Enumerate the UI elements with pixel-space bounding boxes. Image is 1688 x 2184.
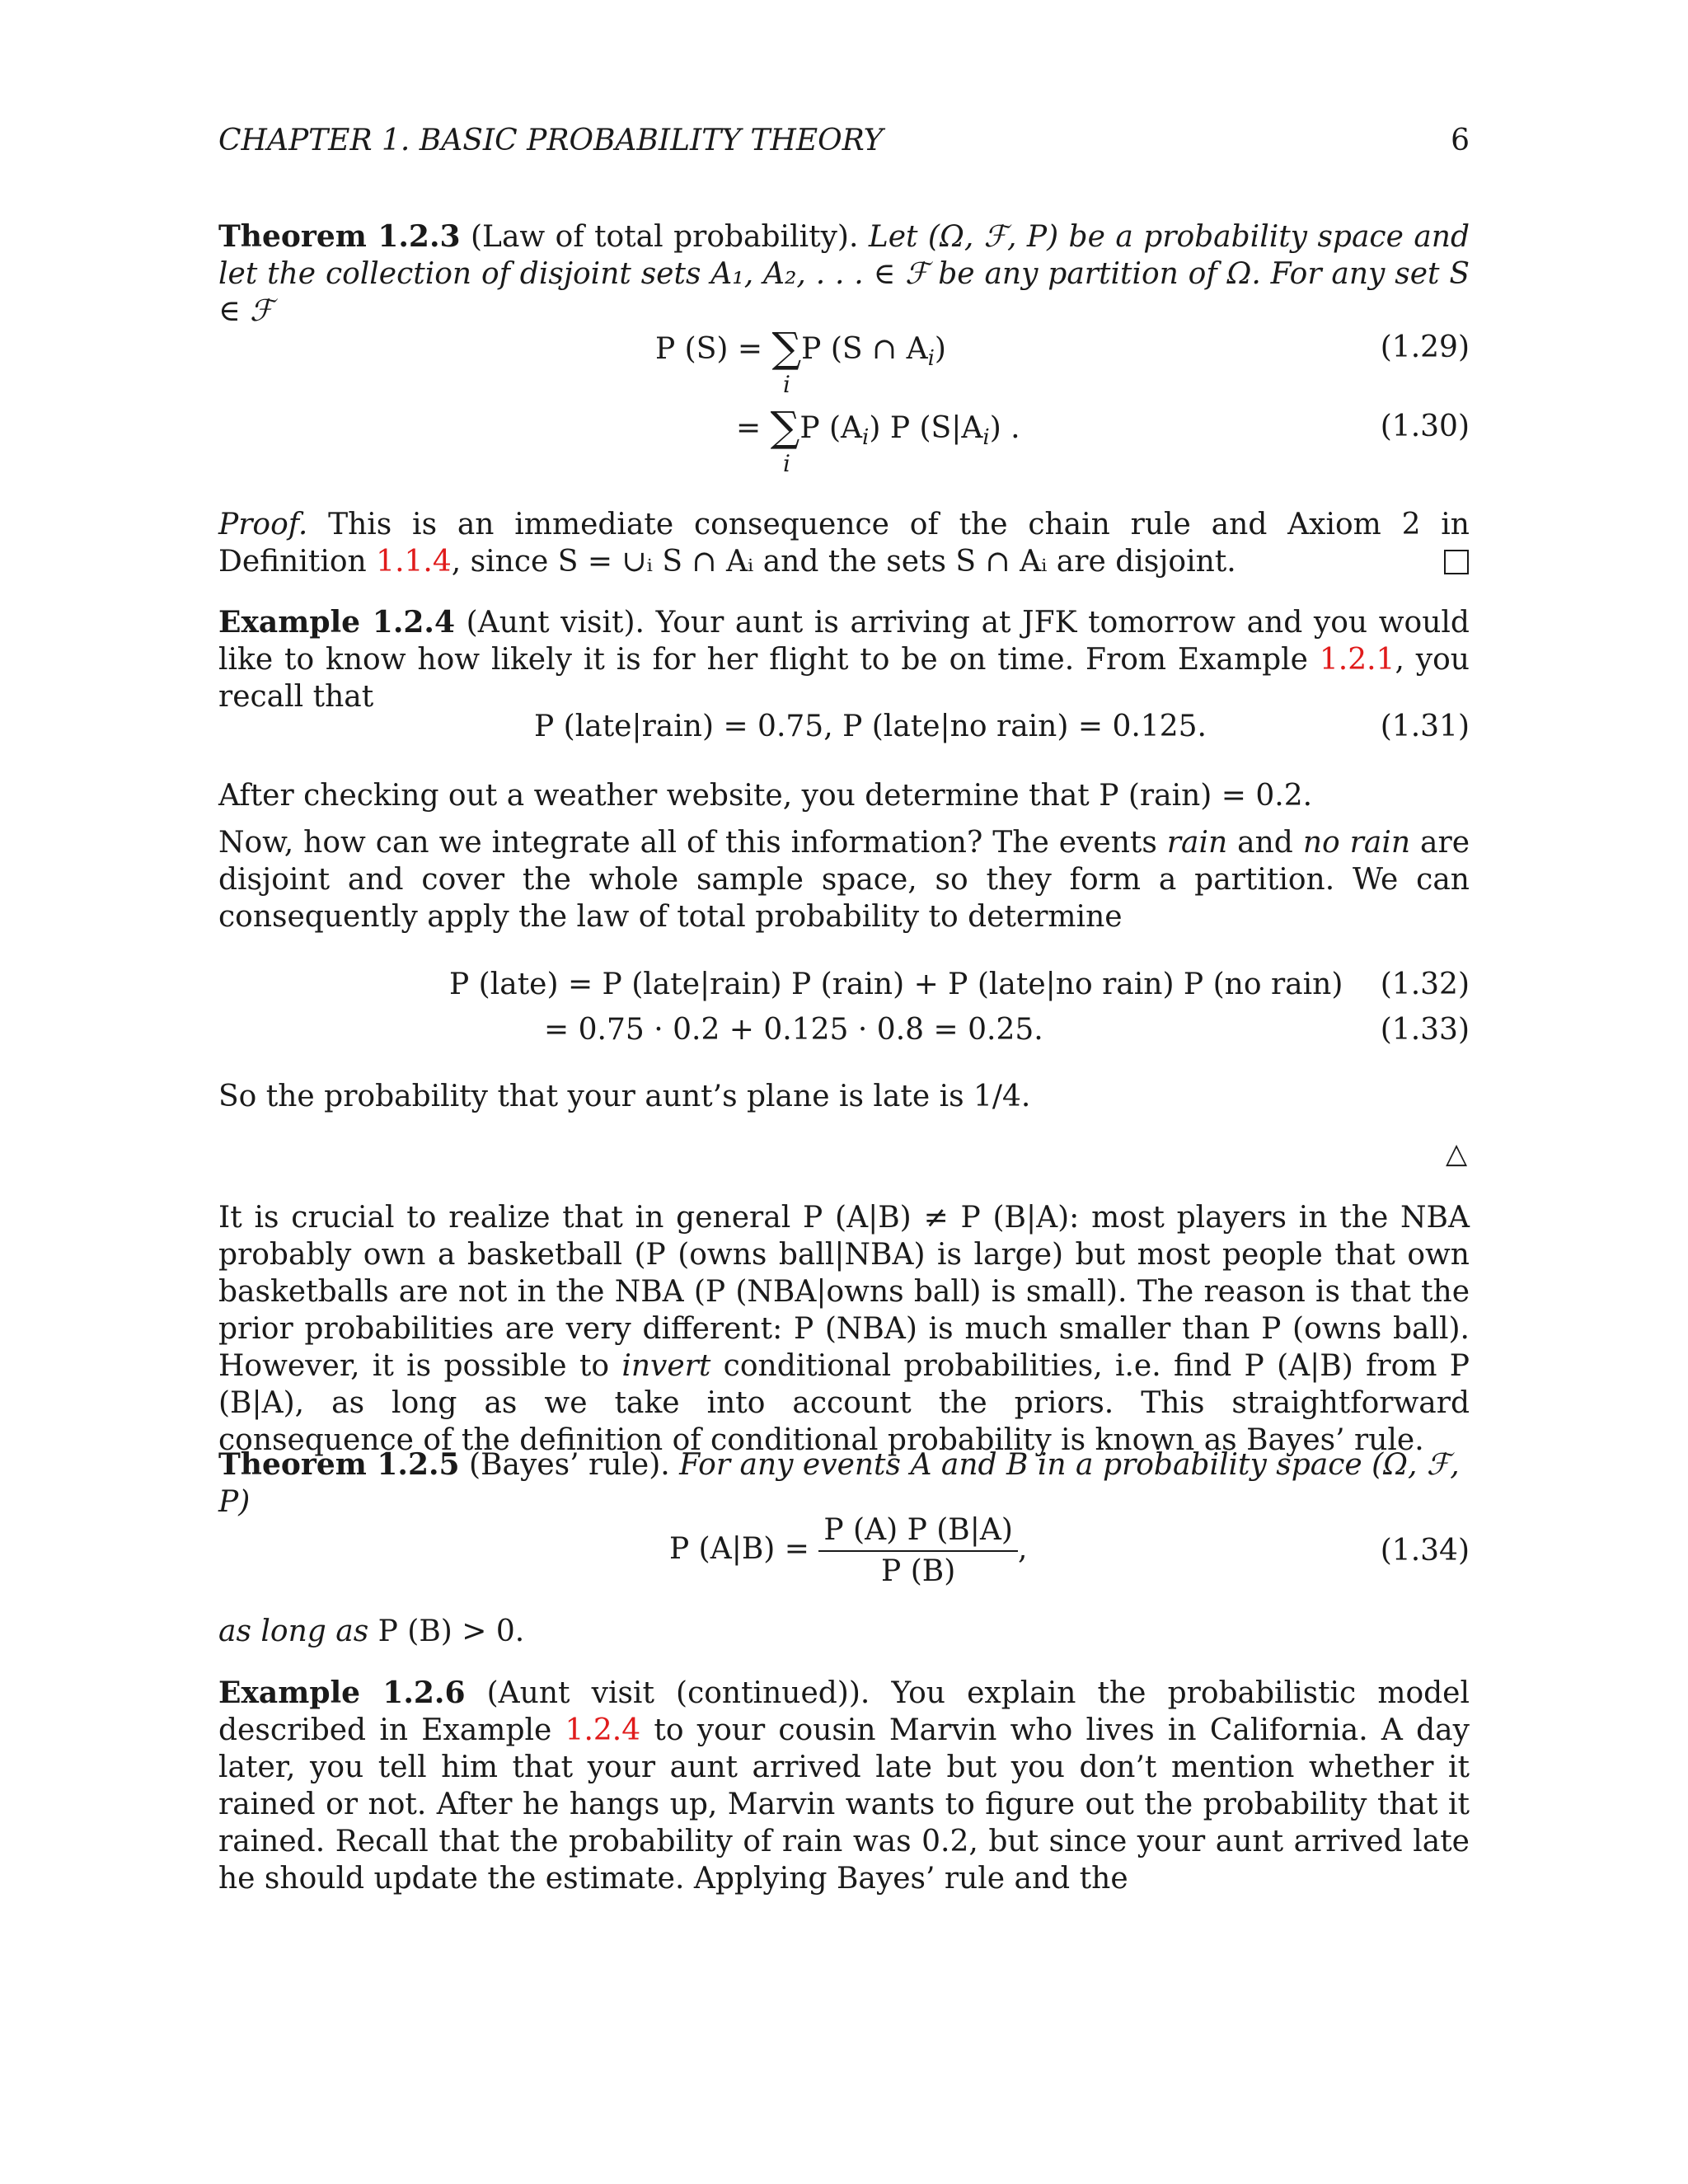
sum-symbol: ∑ — [771, 324, 802, 372]
example-label: Example 1.2.4 — [218, 605, 456, 640]
page-number: 6 — [1451, 124, 1470, 157]
example-link[interactable]: 1.2.1 — [1319, 643, 1395, 677]
sum-index: i — [783, 371, 790, 398]
theorem-label: Theorem 1.2.5 — [218, 1447, 460, 1482]
theorem-1-2-3 — [218, 218, 1470, 330]
equation-1-29: P (S) = ∑P (S ∩ $A_i$) — [655, 324, 946, 372]
paragraph: Now, how can we integrate all of this information? The events rain and no rain are disjoint and cover the whole sample space, so they form a partition. We can consequently apply the law of total probability to determine — [218, 826, 1470, 934]
example-label: Example 1.2.6 — [218, 1675, 466, 1710]
example-1-2-4: Example 1.2.4 (Aunt visit). Your aunt is arriving at JFK tomorrow and you would like to know how likely it is for her flight to be on time. From Example 1.2.1, you recall that — [218, 605, 1470, 714]
equation-1-30: = ∑P $(A_i)$ P $(S|A_i)$ . — [736, 403, 1020, 451]
equation-number: (1.29) — [1380, 330, 1470, 364]
sum-symbol: ∑ — [770, 403, 800, 451]
equation-number: (1.31) — [1380, 710, 1470, 743]
paragraph: After checking out a weather website, you determine that P (rain) = 0.2. — [218, 779, 1313, 813]
proof-label: Proof. — [218, 508, 308, 541]
chapter-title: CHAPTER 1. BASIC PROBABILITY THEORY — [218, 124, 884, 157]
theorem-condition: as long as P (B) > 0. — [218, 1615, 525, 1648]
equation-number: (1.32) — [1380, 968, 1470, 1001]
paragraph: It is crucial to realize that in general P (A|B) ≠ P (B|A): most players in the NBA probably own a basketball (P (owns ball|NBA) is large) but most people that own basketballs are not in the NBA (P (NBA|owns ball) is small). The reason is that the prior probabilities are very different: P (NBA) is much smaller than P (owns ball). However, it is possible to invert conditional probabilities, i.e. find P (A|B) from P (B|A), as long as we take into account the priors. This straightforward consequence of the definition of conditional probability is known as Bayes’ rule. — [218, 1201, 1470, 1457]
proof: Proof. This is an immediate consequence of the chain rule and Axiom 2 in Definition 1.1.4, since S = ∪ᵢ S ∩ Aᵢ and the sets S ∩ Aᵢ are disjoint. — [218, 508, 1470, 579]
equation-number: (1.30) — [1380, 410, 1470, 443]
example-1-2-6: Example 1.2.6 (Aunt visit (continued)). You explain the probabilistic model described in Example 1.2.4 to your cousin Marvin who lives in California. A day later, you tell him that your aunt arrived late but you don’t mention whether it rained or not. After he hangs up, Marvin wants to figure out the probability that it rained. Recall that the probability of rain was 0.2, but since your aunt arrived late he should update the estimate. Applying Bayes’ rule and the — [218, 1675, 1470, 1896]
theorem-statement: Let (Ω, ℱ, P) be a probability space and let the collection of disjoint sets A₁, A₂, . . . ∈ ℱ be any partition of Ω. For any set S ∈ ℱ — [218, 220, 1470, 328]
fraction: $\frac{P (A) P (B|A)}{P (B)}$ — [818, 1511, 1018, 1591]
theorem-1-2-5: Theorem 1.2.5 (Bayes’ rule). For any events A and B in a probability space (Ω, ℱ, P) — [218, 1447, 1460, 1519]
equation-1-33: = 0.75 · 0.2 + 0.125 · 0.8 = 0.25. — [544, 1013, 1043, 1047]
equation-1-31: P (late|rain) = 0.75, P (late|no rain) = 0.125. — [534, 710, 1207, 743]
equation-1-34: P (A|B) = $\frac{P (A) P (B|A)}{P (B)}$ , — [669, 1504, 1027, 1595]
theorem-label: Theorem 1.2.3 — [218, 219, 461, 254]
qed-square-icon — [1444, 550, 1469, 574]
definition-link[interactable]: 1.1.4 — [376, 545, 452, 579]
end-of-example-triangle-icon: △ — [1446, 1137, 1468, 1170]
paragraph: So the probability that your aunt’s plane is late is 1/4. — [218, 1080, 1031, 1113]
equation-number: (1.34) — [1380, 1534, 1470, 1568]
theorem-name: (Law of total probability). — [460, 220, 869, 254]
sum-index: i — [783, 450, 790, 477]
running-header — [218, 122, 1470, 159]
equation-1-32: P (late) = P (late|rain) P (rain) + P (late|no rain) P (no rain) — [449, 968, 1343, 1001]
example-link[interactable]: 1.2.4 — [565, 1713, 641, 1747]
equation-number: (1.33) — [1380, 1013, 1470, 1047]
